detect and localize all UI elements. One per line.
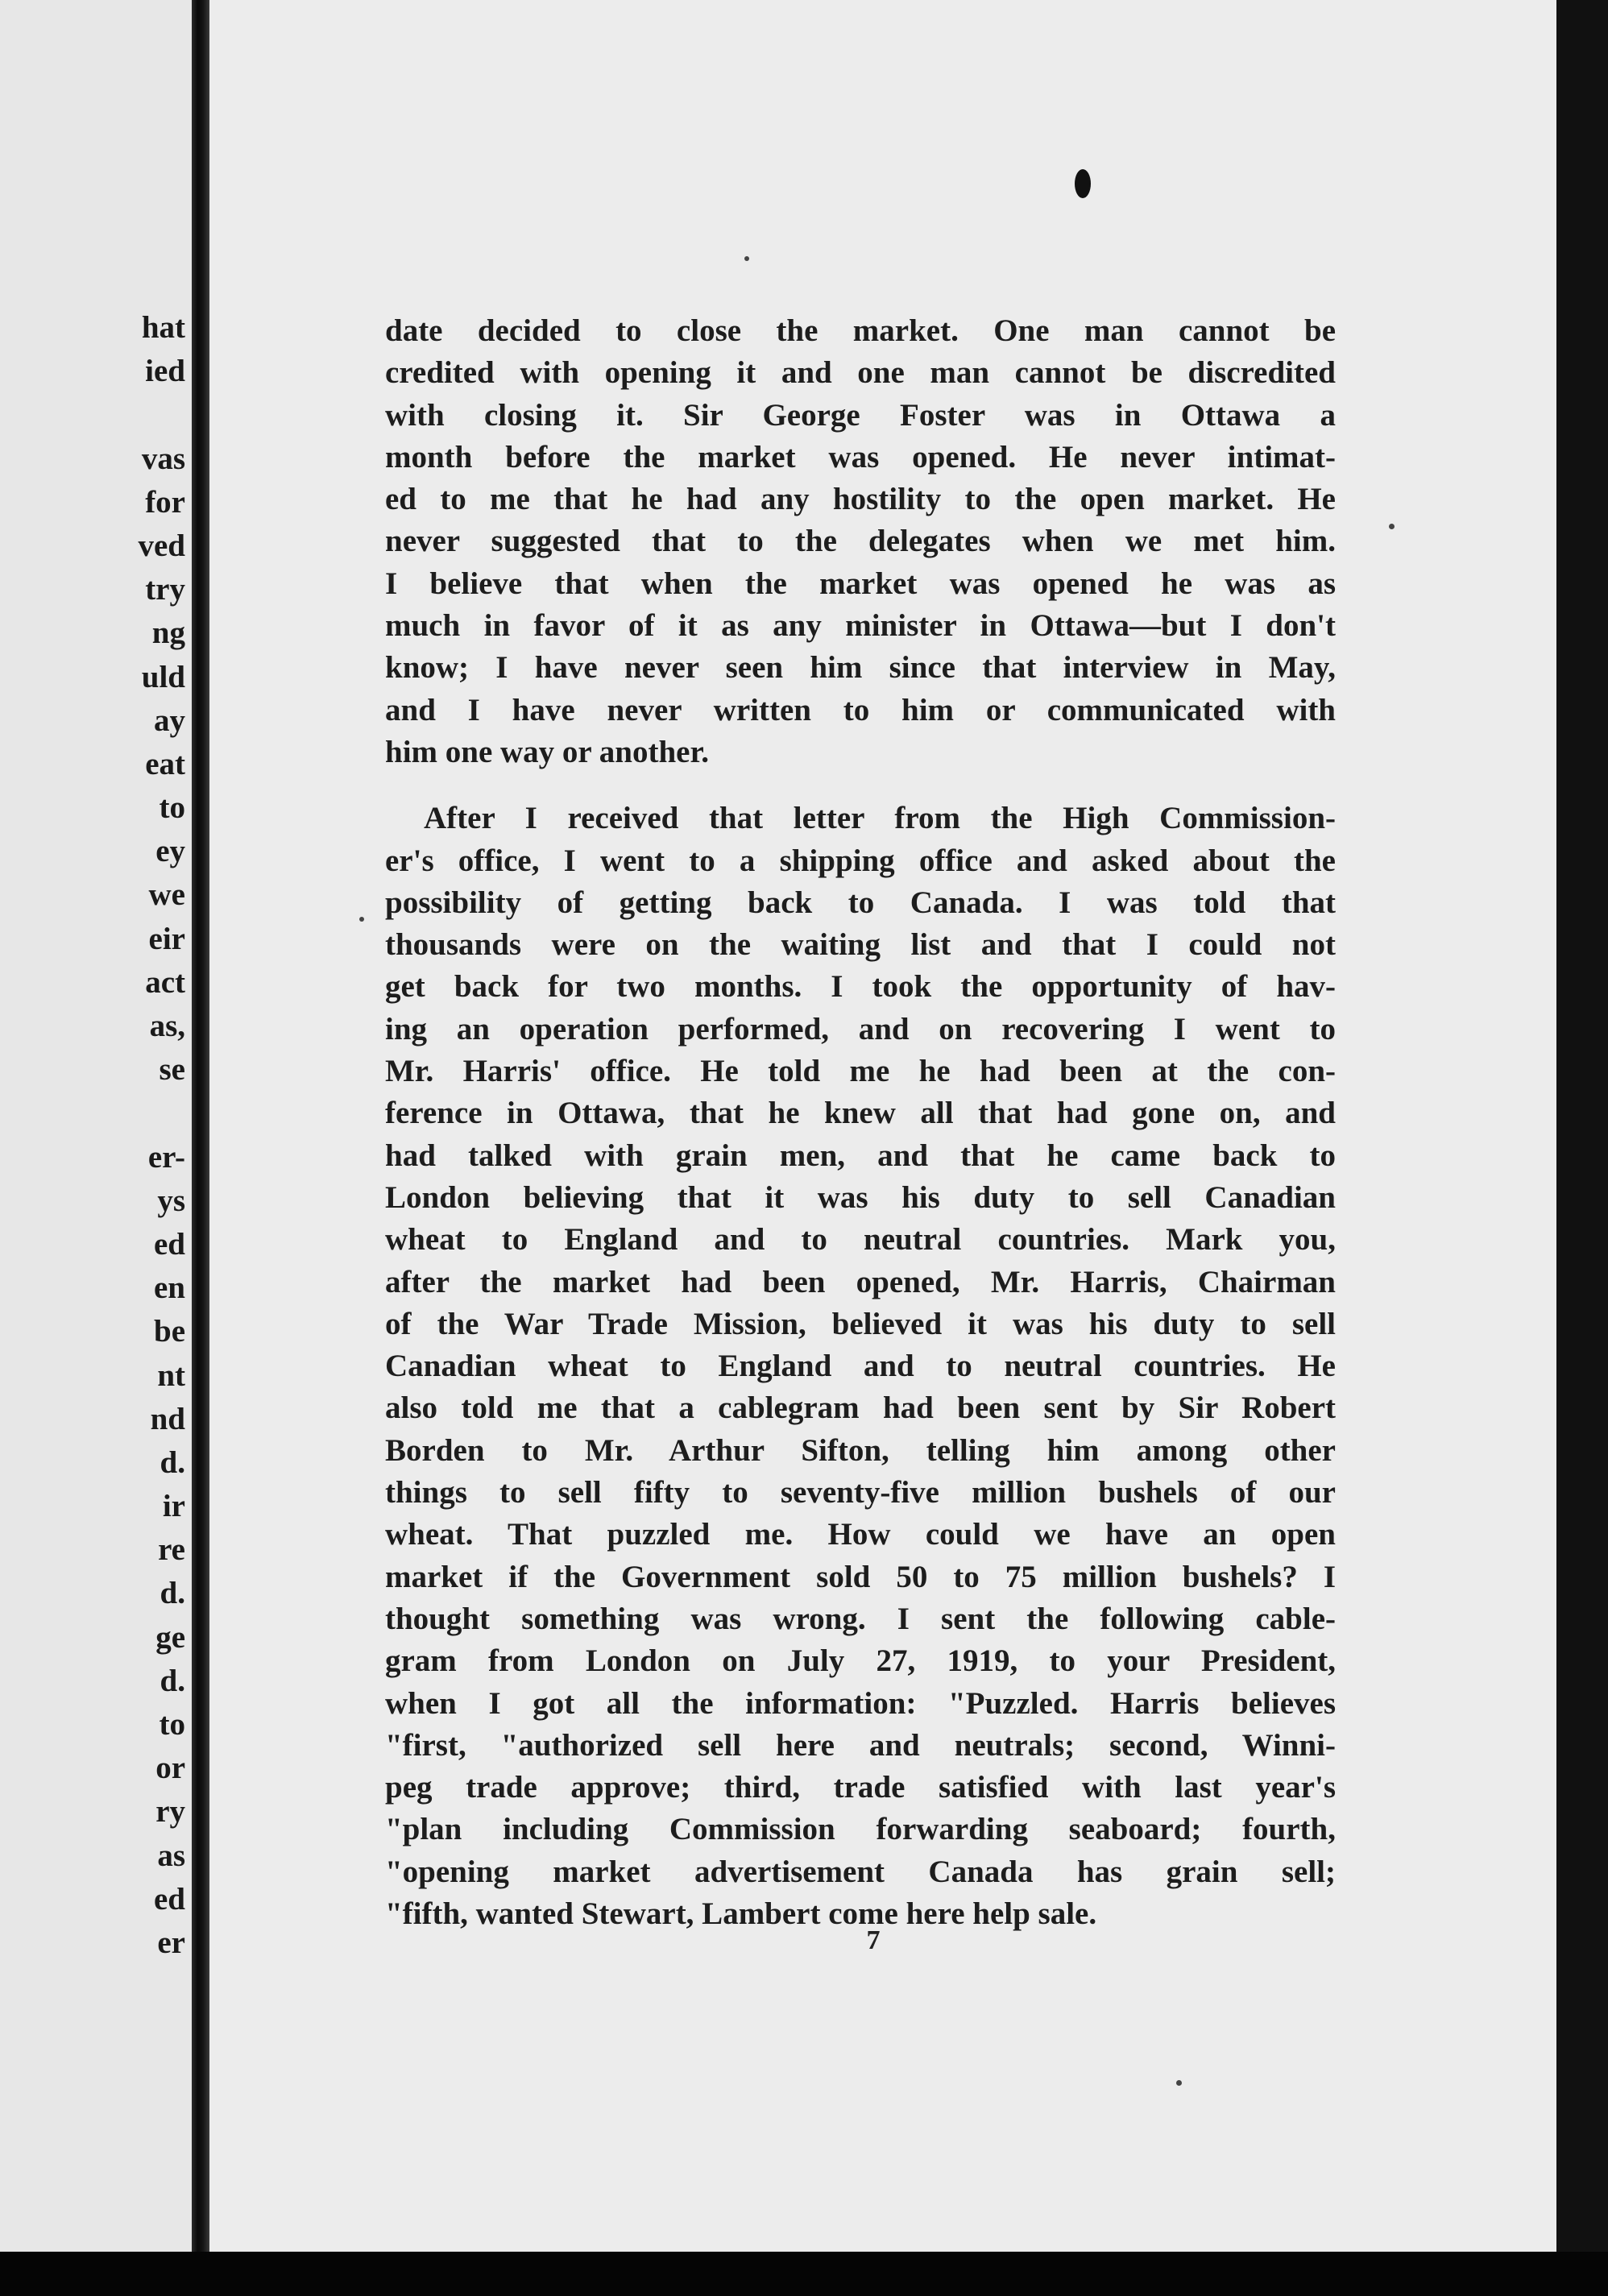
left-fragment: ir [162,1489,185,1524]
left-fragment: or [155,1751,185,1786]
text-line: him one way or another. [385,734,709,769]
left-fragment: d. [160,1444,185,1480]
left-fragment: to [159,1707,185,1742]
text-line: "plan including Commission forwarding seaboard; fourth, [385,1812,1336,1847]
body-text [385,310,1336,1935]
left-fragment: nd [150,1401,185,1436]
left-fragment: for [145,484,185,520]
left-fragment: er [157,1925,185,1960]
left-fragment: ey [155,834,185,869]
bottom-border [0,2252,1608,2296]
text-line: ference in Ottawa, that he knew all that had gone on, and [385,1096,1336,1131]
right-page-edge [1556,0,1608,2252]
left-fragment: ng [151,615,185,651]
text-line: never suggested that to the delegates when we met him. [385,524,1336,559]
paragraph-1 [385,310,1336,773]
left-fragment: en [154,1270,185,1306]
left-fragment: hat [141,310,185,345]
page-number: 7 [866,1925,881,1955]
text-line: after the market had been opened, Mr. Harris, Chairman [385,1264,1336,1299]
left-fragment: be [154,1314,185,1349]
left-fragment: d. [160,1576,185,1611]
text-line: gram from London on July 27, 1919, to your President, [385,1643,1336,1679]
dust-speck [1176,2080,1182,2086]
text-line: date decided to close the market. One man cannot be [385,313,1336,348]
text-line: After I received that letter from the High Commission- [424,801,1336,836]
dust-speck [744,256,749,261]
text-line: wheat. That puzzled me. How could we have an open [385,1517,1336,1552]
text-line: "first, "authorized sell here and neutrals; second, Winni- [385,1727,1336,1763]
left-fragment: er- [147,1139,185,1175]
text-line: I believe that when the market was opened he was as [385,566,1336,601]
left-fragment [24,393,185,437]
text-line: credited with opening it and one man cannot be discredited [385,355,1336,391]
left-fragment: se [159,1052,185,1088]
text-line: month before the market was opened. He never intimat- [385,439,1336,475]
text-line: "fifth, wanted Stewart, Lambert come here help sale. [385,1896,1097,1931]
text-line: ed to me that he had any hostility to the open market. He [385,482,1336,517]
left-fragment: nt [157,1357,185,1393]
text-line: "opening market advertisement Canada has grain sell; [385,1854,1336,1889]
text-line: had talked with grain men, and that he came back to [385,1138,1336,1173]
dust-speck [1389,524,1395,529]
left-fragment: as [157,1838,185,1873]
text-line: peg trade approve; third, trade satisfied with last year's [385,1770,1336,1805]
left-fragment: eat [145,746,185,781]
dust-speck [359,917,364,922]
text-line: Borden to Mr. Arthur Sifton, telling him among other [385,1432,1336,1468]
left-fragment: we [148,877,185,913]
left-fragment: ay [154,702,185,738]
left-fragment: ed [154,1226,185,1262]
left-fragment: vas [141,441,185,476]
text-line: and I have never written to him or communicated with [385,692,1336,727]
text-line: much in favor of it as any minister in Ottawa—but I don't [385,608,1336,644]
left-fragment: uld [141,659,185,694]
text-line: possibility of getting back to Canada. I was told that [385,885,1336,920]
text-line: know; I have never seen him since that interview in May, [385,650,1336,686]
left-page-text-fragments [24,306,185,1965]
left-fragment: ge [155,1619,185,1655]
left-fragment: try [145,572,185,607]
text-line: London believing that it was his duty to sell Canadian [385,1179,1336,1215]
left-fragment: to [151,790,185,826]
text-line: er's office, I went to a shipping office and asked about the [385,843,1336,878]
text-line: things to sell fifty to seventy-five million bushels of our [385,1475,1336,1511]
left-facing-page [0,0,193,2252]
text-line: get back for two months. I took the opportunity of hav- [385,969,1336,1005]
text-line: market if the Government sold 50 to 75 million bushels? I [385,1559,1336,1594]
text-line: also told me that a cablegram had been sent by Sir Robert [385,1390,1336,1426]
left-fragment: ved [138,528,185,563]
left-fragment: as, [149,1009,185,1043]
left-fragment: ied [145,354,185,389]
book-gutter [192,0,209,2252]
left-fragment: re [158,1532,185,1568]
text-line: wheat to England and to neutral countries. Mark you, [385,1222,1336,1258]
left-fragment: ry [155,1794,185,1830]
text-line: when I got all the information: "Puzzled. Harris believes [385,1685,1336,1721]
ink-blot [1075,169,1091,198]
text-line: thought something was wrong. I sent the following cable- [385,1601,1336,1636]
left-fragment: d. [160,1663,185,1698]
left-fragment: eir [148,921,185,956]
left-fragment: act [145,964,185,1000]
text-line: Mr. Harris' office. He told me he had been at the con- [385,1054,1336,1089]
left-fragment: ys [157,1183,185,1218]
left-fragment: ed [154,1881,185,1917]
text-line: Canadian wheat to England and to neutral countries. He [385,1349,1336,1384]
text-line: with closing it. Sir George Foster was in Ottawa a [385,397,1336,433]
paragraph-2 [385,798,1336,1935]
text-line: of the War Trade Mission, believed it was his duty to sell [385,1306,1336,1341]
left-fragment [24,1092,185,1135]
text-line: thousands were on the waiting list and that I could not [385,927,1336,963]
text-line: ing an operation performed, and on recovering I went to [385,1011,1336,1046]
